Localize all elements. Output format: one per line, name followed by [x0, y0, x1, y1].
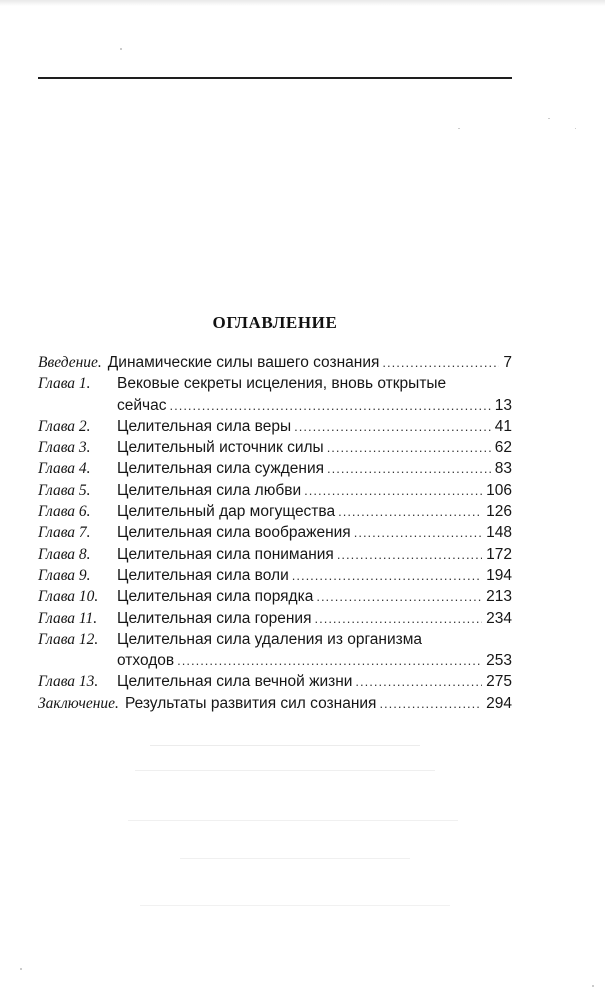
- dot-leader: [338, 501, 482, 522]
- toc-entry-page: 41: [494, 417, 512, 435]
- table-of-contents: [38, 352, 512, 714]
- dot-leader: [327, 458, 491, 479]
- toc-entry-chapter-6[interactable]: [38, 501, 512, 522]
- dot-leader: [314, 608, 482, 629]
- toc-entry-chapter-3[interactable]: [38, 437, 512, 458]
- toc-entry-chapter-7[interactable]: [38, 522, 512, 543]
- toc-entry-label: Глава 2.: [38, 417, 91, 435]
- toc-entry-title-continued: отходов: [117, 652, 175, 670]
- dot-leader: [316, 586, 482, 607]
- dot-leader: [379, 693, 482, 714]
- dot-leader: [304, 480, 482, 501]
- toc-entry-page: 294: [486, 694, 512, 712]
- toc-entry-chapter-13[interactable]: [38, 671, 512, 692]
- toc-entry-introduction[interactable]: [38, 352, 512, 373]
- toc-entry-page: 253: [486, 652, 512, 670]
- toc-entry-page: 13: [494, 396, 512, 414]
- toc-entry-chapter-9[interactable]: [38, 565, 512, 586]
- toc-entry-title: Целительная сила горения: [117, 609, 312, 627]
- toc-entry-title: Целительный дар могущества: [117, 503, 336, 521]
- toc-entry-page: 106: [486, 481, 512, 499]
- toc-entry-chapter-2[interactable]: [38, 416, 512, 437]
- toc-entry-title-continued: сейчас: [117, 396, 167, 414]
- toc-entry-page: 126: [486, 503, 512, 521]
- toc-entry-label: Глава 4.: [38, 460, 91, 478]
- toc-entry-label: Глава 6.: [38, 503, 91, 521]
- toc-entry-label: Глава 13.: [38, 673, 99, 691]
- toc-entry-page: 7: [503, 354, 512, 371]
- toc-entry-page: 62: [494, 439, 512, 457]
- toc-entry-title: Вековые секреты исцеления, вновь открытые: [117, 375, 447, 393]
- toc-entry-title: Целительная сила понимания: [117, 545, 334, 563]
- toc-entry-title: Целительная сила воли: [117, 566, 289, 584]
- toc-entry-title: Динамические силы вашего сознания: [107, 354, 380, 371]
- toc-entry-chapter-5[interactable]: [38, 480, 512, 501]
- header-rule: [38, 77, 512, 79]
- toc-entry-title: Целительная сила удаления из организма: [117, 630, 423, 648]
- dot-leader: [292, 565, 482, 586]
- toc-entry-label: Глава 10.: [38, 588, 99, 606]
- toc-entry-title: Целительный источник силы: [117, 439, 324, 457]
- toc-entry-label: Глава 11.: [38, 609, 98, 627]
- toc-entry-chapter-1[interactable]: [38, 373, 512, 416]
- toc-entry-title: Результаты развития сил сознания: [124, 694, 377, 712]
- dot-leader: [177, 650, 482, 671]
- dot-leader: [354, 522, 482, 543]
- toc-entry-page: 172: [486, 545, 512, 563]
- dot-leader: [382, 352, 499, 373]
- dot-leader: [294, 416, 491, 437]
- toc-entry-label: Глава 8.: [38, 545, 91, 563]
- dot-leader: [355, 671, 482, 692]
- toc-entry-page: 83: [494, 460, 512, 478]
- toc-entry-label: Заключение.: [38, 694, 119, 712]
- toc-heading: ОГЛАВЛЕНИЕ: [212, 313, 338, 332]
- toc-entry-title: Целительная сила суждения: [117, 460, 325, 478]
- toc-entry-chapter-10[interactable]: [38, 586, 512, 607]
- toc-entry-label: Глава 9.: [38, 566, 91, 584]
- toc-entry-page: 148: [486, 524, 512, 542]
- toc-entry-label: Глава 5.: [38, 481, 91, 499]
- toc-entry-page: 275: [486, 673, 512, 691]
- dot-leader: [327, 437, 491, 458]
- toc-entry-title: Целительная сила воображения: [117, 524, 351, 542]
- toc-entry-page: 234: [486, 609, 512, 627]
- toc-entry-label: Глава 3.: [38, 439, 91, 457]
- toc-entry-chapter-4[interactable]: [38, 458, 512, 479]
- toc-entry-label: Глава 1.: [38, 375, 91, 393]
- toc-entry-page: 213: [486, 588, 512, 606]
- toc-entry-title: Целительная сила порядка: [117, 588, 314, 606]
- toc-entry-label: Глава 12.: [38, 630, 99, 648]
- toc-entry-title: Целительная сила вечной жизни: [117, 673, 353, 691]
- page-top-edge: [0, 0, 605, 6]
- toc-entry-title: Целительная сила веры: [117, 417, 292, 435]
- dot-leader: [337, 544, 482, 565]
- toc-entry-title: Целительная сила любви: [117, 481, 302, 499]
- toc-entry-chapter-12[interactable]: [38, 629, 512, 672]
- toc-entry-conclusion[interactable]: [38, 693, 512, 714]
- toc-entry-label: Введение.: [38, 354, 102, 371]
- toc-entry-chapter-8[interactable]: [38, 544, 512, 565]
- dot-leader: [169, 395, 490, 416]
- toc-entry-page: 194: [486, 566, 512, 584]
- toc-entry-label: Глава 7.: [38, 524, 91, 542]
- toc-entry-chapter-11[interactable]: [38, 608, 512, 629]
